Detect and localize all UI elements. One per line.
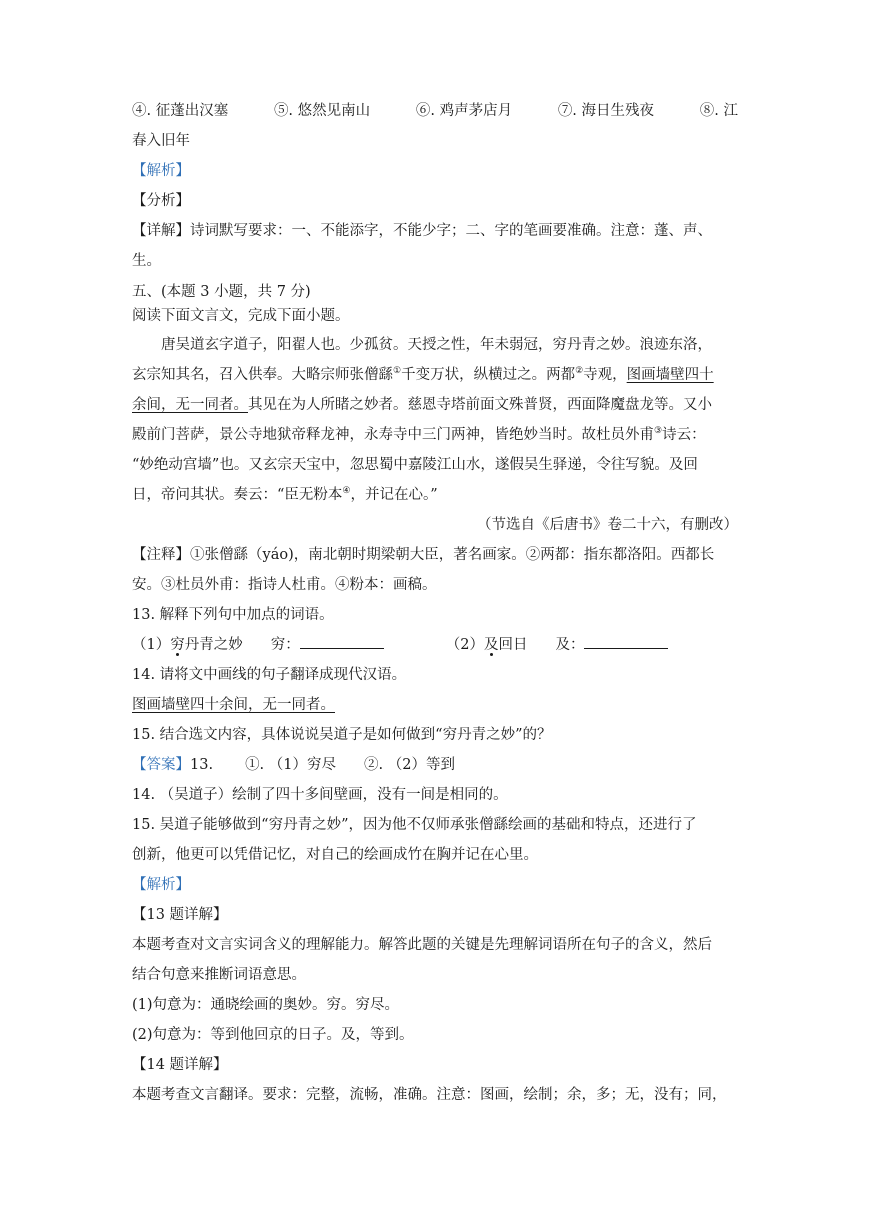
detail-text: 诗词默写要求：一、不能添字，不能少字；二、字的笔画要准确。注意：蓬、声、: [190, 223, 712, 239]
question-15-stem: 15. 结合选文内容，具体说说吴道子是如何做到“穷丹青之妙”的？: [132, 727, 552, 743]
poem-answer-7: ⑦. 海日生残夜: [557, 103, 655, 119]
poem-answers-row: [132, 96, 738, 126]
note-marker-2: ②: [575, 366, 584, 377]
q13-part-1-word: 穷：: [270, 637, 300, 653]
q13-part-2-text: 回日: [498, 637, 528, 653]
detail-label: 【详解】: [132, 223, 190, 239]
note-marker-4: ④: [342, 486, 351, 497]
notes-line-2: 安。③杜员外甫：指诗人杜甫。④粉本：画稿。: [132, 577, 437, 593]
note-marker-1: ①: [393, 366, 402, 377]
passage-text: ，并记在心。”: [350, 487, 438, 503]
notes-text: ①张僧繇（yáo)，南北朝时期梁朝大臣，著名画家。②两都：指东都洛阳。西都长: [190, 547, 715, 563]
passage-line-2: [132, 360, 738, 390]
answer-blank-2[interactable]: [584, 634, 668, 649]
passage-source: （节选自《后唐书》卷二十六，有删改）: [477, 517, 738, 533]
section-instruction: 阅读下面文言文，完成下面小题。: [132, 308, 350, 324]
answer-13-number: 13.: [190, 757, 214, 773]
answer-15-line-1: 15. 吴道子能够做到“穷丹青之妙”，因为他不仅师承张僧繇绘画的基础和特点，还进行了: [132, 817, 697, 833]
notes-label: 【注释】: [132, 547, 190, 563]
q13-part-1-number: （1）: [132, 637, 171, 653]
detail-paragraph: [132, 216, 738, 246]
passage-line-6: [132, 480, 738, 510]
passage-line-5: “妙绝动宫墙”也。又玄宗天宝中，忽思蜀中嘉陵江山水，遂假吴生驿递，令往写貌。及回: [132, 457, 698, 473]
poem-answer-6: ⑥. 鸡声茅店月: [415, 103, 513, 119]
question-13-parts: [132, 630, 738, 660]
passage-text: 玄宗知其名，召入供奉。大略宗师张僧繇: [132, 367, 393, 383]
answer-13-2: ②. （2）等到: [364, 757, 455, 773]
passage-line-4: [132, 420, 738, 450]
poem-answer-8: ⑧. 江: [699, 103, 738, 119]
detail-13-line-2: 结合句意来推断词语意思。: [132, 967, 306, 983]
passage-line-3: [132, 390, 738, 420]
passage-text: 日，帝问其状。奏云：“臣无粉本: [132, 487, 343, 503]
underlined-sentence: 图画墙壁四十余间，无一同者。: [132, 697, 335, 713]
fenxi-label: 【分析】: [132, 193, 190, 209]
analysis-label-2: 【解析】: [132, 877, 190, 893]
q13-part-2-word: 及：: [555, 637, 585, 653]
answer-13-1: ①. （1）穷尽: [245, 757, 337, 773]
dotted-word-qiong: 穷: [170, 637, 185, 653]
answer-label: 【答案】: [132, 757, 190, 773]
question-14-sentence: [132, 690, 738, 720]
answer-blank-1[interactable]: [300, 634, 384, 649]
detail-text-continued: 生。: [132, 253, 161, 269]
detail-13-line-3: (1)句意为：通晓绘画的奥妙。穷。穷尽。: [132, 997, 400, 1013]
note-marker-3: ③: [654, 426, 663, 437]
q13-part-1-text: 丹青之妙: [184, 637, 243, 653]
underlined-sentence-part-2: 余间，无一同者。: [132, 397, 248, 413]
detail-14-line-1: 本题考查文言翻译。要求：完整，流畅，准确。注意：图画，绘制；余，多；无，没有；同，: [132, 1087, 727, 1103]
poem-answer-5: ⑤. 悠然见南山: [273, 103, 371, 119]
answer-13-row: [132, 750, 738, 780]
underlined-sentence-part-1: 图画墙壁四十: [626, 367, 714, 383]
poem-answer-4: ④. 征蓬出汉塞: [132, 103, 229, 119]
passage-line-1: 唐吴道玄字道子，阳翟人也。少孤贫。天授之性，年未弱冠，穷丹青之妙。浪迹东洛，: [161, 337, 712, 353]
passage-text: 寺观，: [583, 367, 627, 383]
q13-part-2-number: （2）: [445, 637, 484, 653]
analysis-label: 【解析】: [132, 163, 190, 179]
passage-text: 诗云：: [662, 427, 706, 443]
document-page: [132, 96, 738, 1110]
detail-14-label: 【14 题详解】: [132, 1057, 228, 1073]
passage-text: 殿前门菩萨，景公寺地狱帝释龙神，永寿寺中三门两神，皆绝妙当时。故杜员外甫: [132, 427, 654, 443]
passage-text: 千变万状，纵横过之。两都: [401, 367, 576, 383]
answer-15-line-2: 创新，他更可以凭借记忆，对自己的绘画成竹在胸并记在心里。: [132, 847, 538, 863]
detail-13-line-1: 本题考查对文言实词含义的理解能力。解答此题的关键是先理解词语所在句子的含义，然后: [132, 937, 712, 953]
poem-answer-8-continuation: 春入旧年: [132, 133, 190, 149]
section-heading: 五、(本题 3 小题，共 7 分): [132, 284, 311, 300]
passage-text: 其见在为人所睹之妙者。慈恩寺塔前面文殊普贤，西面降魔盘龙等。又小: [248, 397, 712, 413]
dotted-word-ji: 及: [483, 637, 499, 653]
question-13-stem: 13. 解释下列句中加点的词语。: [132, 607, 334, 623]
detail-13-label: 【13 题详解】: [132, 907, 228, 923]
notes-line-1: [132, 540, 738, 570]
detail-13-line-4: (2)句意为：等到他回京的日子。及，等到。: [132, 1027, 414, 1043]
answer-14: 14. （吴道子）绘制了四十多间壁画，没有一间是相同的。: [132, 787, 508, 803]
question-14-stem: 14. 请将文中画线的句子翻译成现代汉语。: [132, 667, 407, 683]
